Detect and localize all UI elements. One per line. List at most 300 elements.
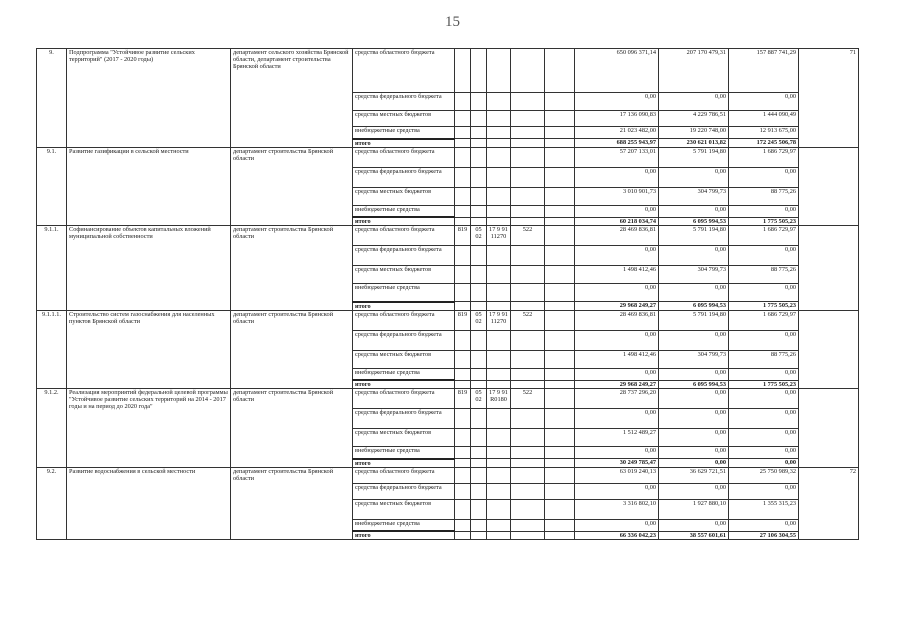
amount-2019: 6 095 994,53 [659,217,729,226]
amount-2019: 0,00 [659,429,729,447]
empty-code-cell [455,429,471,447]
empty-code-cell [455,217,471,226]
amount-2020: 0,00 [729,93,799,111]
gr-code [455,147,471,167]
empty-code-cell [455,531,471,540]
amount-2019: 0,00 [659,389,729,409]
empty-code-cell [487,284,511,302]
empty-code-cell [471,93,487,111]
table-row [37,147,859,167]
amount-2020: 0,00 [729,483,799,499]
empty-code-cell [455,330,471,350]
amount-2020: 0,00 [729,205,799,217]
empty-code-cell [455,519,471,531]
empty-code-cell [455,139,471,148]
amount-2020: 12 913 675,00 [729,127,799,139]
item-name: Развитие водоснабжения в сельской местности [67,467,231,540]
amount-2018: 0,00 [575,447,659,459]
empty-code-cell [471,167,487,187]
empty-code-cell [471,139,487,148]
empty-cell [545,246,575,266]
funding-source: средства федерального бюджета [353,409,455,429]
amount-2018: 1 498 412,46 [575,266,659,284]
target-code [487,467,511,483]
empty-code-cell [471,483,487,499]
empty-cell [545,330,575,350]
empty-code-cell [455,127,471,139]
empty-code-cell [471,429,487,447]
item-number: 9.1.1. [37,226,67,311]
item-executor: департамент строительства Брянской области [231,147,353,226]
gr-code: 819 [455,310,471,330]
empty-code-cell [471,217,487,226]
empty-cell [545,429,575,447]
empty-code-cell [455,266,471,284]
empty-code-cell [487,111,511,127]
empty-code-cell [487,459,511,468]
empty-cell [545,499,575,519]
amount-2019: 0,00 [659,205,729,217]
amount-2020: 172 245 506,78 [729,139,799,148]
amount-2019: 38 557 601,61 [659,531,729,540]
amount-2018: 60 218 034,74 [575,217,659,226]
empty-cell [545,380,575,389]
amount-2018: 66 336 042,23 [575,531,659,540]
gr-code [455,467,471,483]
empty-code-cell [511,519,545,531]
amount-2019: 6 095 994,53 [659,302,729,311]
amount-2020: 0,00 [729,246,799,266]
indicator-ref [799,147,859,226]
table-row [37,389,859,409]
funding-source: итого [353,302,455,311]
amount-2019: 0,00 [659,483,729,499]
empty-code-cell [487,350,511,368]
empty-cell [545,205,575,217]
expense-type-code [511,147,545,167]
amount-2018: 29 968 249,27 [575,302,659,311]
amount-2020: 1 686 729,97 [729,147,799,167]
funding-source: внебюджетные средства [353,447,455,459]
budget-table-body [37,49,859,540]
target-code [487,49,511,93]
empty-cell [545,49,575,93]
empty-code-cell [511,409,545,429]
empty-code-cell [455,246,471,266]
amount-2020: 1 686 729,97 [729,310,799,330]
empty-code-cell [487,330,511,350]
empty-code-cell [511,429,545,447]
empty-code-cell [471,459,487,468]
target-code: 17 9 91 11270 [487,310,511,330]
empty-code-cell [487,217,511,226]
item-executor: департамент строительства Брянской области [231,310,353,389]
empty-cell [545,302,575,311]
empty-code-cell [511,246,545,266]
indicator-ref [799,389,859,468]
amount-2018: 1 498 412,46 [575,350,659,368]
funding-source: средства федерального бюджета [353,483,455,499]
amount-2019: 0,00 [659,167,729,187]
amount-2020: 27 106 304,55 [729,531,799,540]
item-name: Развитие газификации в сельской местности [67,147,231,226]
empty-code-cell [471,531,487,540]
target-code [487,147,511,167]
amount-2020: 0,00 [729,368,799,380]
amount-2020: 88 775,26 [729,266,799,284]
empty-cell [545,266,575,284]
empty-code-cell [511,127,545,139]
empty-cell [545,139,575,148]
gr-code: 819 [455,389,471,409]
empty-cell [545,310,575,330]
empty-code-cell [455,409,471,429]
empty-code-cell [487,93,511,111]
funding-source: средства местных бюджетов [353,499,455,519]
funding-source: средства местных бюджетов [353,429,455,447]
item-executor: департамент сельского хозяйства Брянской области, департамент строительства Брянской области [231,49,353,148]
expense-type-code: 522 [511,310,545,330]
funding-source: средства федерального бюджета [353,330,455,350]
empty-code-cell [487,187,511,205]
empty-code-cell [471,409,487,429]
empty-cell [545,226,575,246]
funding-source: средства местных бюджетов [353,266,455,284]
item-name: Подпрограмма "Устойчивое развитие сельских территорий" (2017 - 2020 годы) [67,49,231,148]
empty-code-cell [471,368,487,380]
amount-2020: 1 444 090,49 [729,111,799,127]
section-code [471,49,487,93]
empty-cell [545,127,575,139]
section-code: 05 02 [471,226,487,246]
empty-cell [545,409,575,429]
amount-2020: 1 775 505,23 [729,380,799,389]
amount-2018: 63 019 240,13 [575,467,659,483]
funding-source: внебюджетные средства [353,205,455,217]
funding-source: средства областного бюджета [353,467,455,483]
item-executor: департамент строительства Брянской области [231,467,353,540]
amount-2020: 0,00 [729,330,799,350]
empty-cell [545,187,575,205]
funding-source: итого [353,531,455,540]
amount-2020: 0,00 [729,409,799,429]
amount-2018: 0,00 [575,205,659,217]
amount-2020: 0,00 [729,284,799,302]
amount-2019: 0,00 [659,519,729,531]
empty-code-cell [471,380,487,389]
amount-2019: 304 799,73 [659,266,729,284]
empty-code-cell [487,531,511,540]
empty-code-cell [511,302,545,311]
funding-source: итого [353,217,455,226]
amount-2018: 0,00 [575,483,659,499]
amount-2018: 650 096 371,14 [575,49,659,93]
amount-2019: 304 799,73 [659,187,729,205]
amount-2018: 0,00 [575,330,659,350]
amount-2018: 0,00 [575,93,659,111]
empty-code-cell [455,459,471,468]
amount-2018: 30 249 785,47 [575,459,659,468]
indicator-ref: 72 [799,467,859,540]
item-number: 9.1.1.1. [37,310,67,389]
amount-2020: 1 686 729,97 [729,226,799,246]
funding-source: средства федерального бюджета [353,246,455,266]
empty-code-cell [471,499,487,519]
empty-code-cell [511,187,545,205]
item-name: Реализация мероприятий федеральной целевой программы "Устойчивое развитие сельских территорий на 2014 - 2017 годы и на период до 2020 года" [67,389,231,468]
empty-cell [545,217,575,226]
expense-type-code: 522 [511,389,545,409]
funding-source: внебюджетные средства [353,368,455,380]
empty-code-cell [487,246,511,266]
funding-source: средства областного бюджета [353,147,455,167]
amount-2020: 0,00 [729,519,799,531]
page-number: 15 [445,14,460,30]
funding-source: средства местных бюджетов [353,111,455,127]
amount-2018: 1 512 489,27 [575,429,659,447]
empty-code-cell [455,302,471,311]
funding-source: средства местных бюджетов [353,187,455,205]
target-code: 17 9 91 11270 [487,226,511,246]
empty-code-cell [511,205,545,217]
amount-2018: 3 316 802,10 [575,499,659,519]
funding-source: итого [353,139,455,148]
amount-2019: 0,00 [659,284,729,302]
empty-code-cell [471,187,487,205]
empty-code-cell [511,111,545,127]
empty-code-cell [487,127,511,139]
empty-code-cell [487,409,511,429]
empty-code-cell [511,483,545,499]
item-number: 9.1. [37,147,67,226]
empty-code-cell [471,330,487,350]
empty-code-cell [471,447,487,459]
empty-code-cell [455,368,471,380]
item-number: 9.2. [37,467,67,540]
empty-cell [545,368,575,380]
funding-source: средства областного бюджета [353,310,455,330]
amount-2019: 0,00 [659,459,729,468]
expense-type-code [511,467,545,483]
target-code: 17 9 91 R0180 [487,389,511,409]
expense-type-code [511,49,545,93]
amount-2018: 57 207 133,01 [575,147,659,167]
amount-2019: 0,00 [659,246,729,266]
empty-cell [545,519,575,531]
empty-code-cell [487,519,511,531]
empty-code-cell [455,350,471,368]
amount-2019: 0,00 [659,447,729,459]
empty-cell [545,459,575,468]
empty-cell [545,111,575,127]
amount-2018: 17 136 090,83 [575,111,659,127]
funding-source: внебюджетные средства [353,519,455,531]
empty-code-cell [455,111,471,127]
amount-2020: 88 775,26 [729,187,799,205]
empty-code-cell [471,246,487,266]
table-row [37,226,859,246]
empty-code-cell [471,205,487,217]
empty-code-cell [511,350,545,368]
amount-2020: 1 355 315,23 [729,499,799,519]
amount-2019: 5 791 194,80 [659,310,729,330]
amount-2018: 0,00 [575,284,659,302]
empty-code-cell [487,429,511,447]
funding-source: внебюджетные средства [353,284,455,302]
amount-2020: 1 775 505,23 [729,302,799,311]
amount-2018: 28 469 836,81 [575,226,659,246]
empty-cell [545,93,575,111]
section-code: 05 02 [471,389,487,409]
amount-2019: 207 170 479,31 [659,49,729,93]
empty-cell [545,167,575,187]
table-row [37,310,859,330]
empty-cell [545,467,575,483]
funding-source: средства областного бюджета [353,226,455,246]
amount-2020: 157 887 741,29 [729,49,799,93]
amount-2018: 0,00 [575,368,659,380]
empty-code-cell [511,380,545,389]
empty-cell [545,350,575,368]
funding-source: средства федерального бюджета [353,93,455,111]
amount-2018: 28 469 836,81 [575,310,659,330]
empty-code-cell [511,368,545,380]
funding-source: средства областного бюджета [353,49,455,93]
expense-type-code: 522 [511,226,545,246]
amount-2018: 28 737 296,20 [575,389,659,409]
amount-2018: 0,00 [575,246,659,266]
amount-2018: 21 023 482,00 [575,127,659,139]
amount-2019: 0,00 [659,330,729,350]
amount-2019: 0,00 [659,93,729,111]
section-code [471,467,487,483]
empty-code-cell [455,167,471,187]
section-code [471,147,487,167]
empty-code-cell [471,350,487,368]
amount-2020: 0,00 [729,167,799,187]
empty-cell [545,284,575,302]
amount-2018: 0,00 [575,519,659,531]
table-row [37,467,859,483]
empty-code-cell [471,284,487,302]
funding-source: средства областного бюджета [353,389,455,409]
empty-code-cell [455,447,471,459]
empty-code-cell [471,266,487,284]
empty-code-cell [455,205,471,217]
empty-code-cell [511,284,545,302]
amount-2018: 29 968 249,27 [575,380,659,389]
gr-code: 819 [455,226,471,246]
indicator-ref [799,226,859,311]
empty-code-cell [455,499,471,519]
empty-cell [545,483,575,499]
empty-code-cell [471,519,487,531]
item-number: 9.1.2. [37,389,67,468]
item-executor: департамент строительства Брянской области [231,226,353,311]
empty-code-cell [487,266,511,284]
amount-2019: 4 229 786,51 [659,111,729,127]
amount-2020: 0,00 [729,459,799,468]
section-code: 05 02 [471,310,487,330]
empty-code-cell [511,499,545,519]
empty-code-cell [471,111,487,127]
amount-2018: 688 255 943,97 [575,139,659,148]
amount-2019: 5 791 194,80 [659,147,729,167]
empty-code-cell [511,93,545,111]
budget-table [36,48,859,540]
amount-2019: 0,00 [659,368,729,380]
amount-2019: 1 927 880,10 [659,499,729,519]
empty-code-cell [511,447,545,459]
empty-code-cell [471,302,487,311]
amount-2019: 230 621 013,82 [659,139,729,148]
amount-2018: 0,00 [575,409,659,429]
empty-code-cell [511,266,545,284]
item-number: 9. [37,49,67,148]
item-executor: департамент строительства Брянской области [231,389,353,468]
empty-code-cell [487,368,511,380]
item-name: Строительство систем газоснабжения для населенных пунктов Брянской области [67,310,231,389]
empty-code-cell [487,302,511,311]
amount-2019: 0,00 [659,409,729,429]
empty-cell [545,147,575,167]
table-row [37,49,859,93]
empty-code-cell [455,380,471,389]
funding-source: средства местных бюджетов [353,350,455,368]
gr-code [455,49,471,93]
amount-2019: 5 791 194,80 [659,226,729,246]
empty-code-cell [471,127,487,139]
empty-code-cell [455,93,471,111]
amount-2018: 3 010 901,73 [575,187,659,205]
empty-cell [545,531,575,540]
empty-code-cell [511,330,545,350]
amount-2018: 0,00 [575,167,659,187]
empty-code-cell [511,217,545,226]
empty-cell [545,447,575,459]
empty-code-cell [487,483,511,499]
amount-2020: 0,00 [729,429,799,447]
funding-source: средства федерального бюджета [353,167,455,187]
empty-code-cell [511,139,545,148]
empty-code-cell [511,531,545,540]
amount-2020: 0,00 [729,447,799,459]
funding-source: итого [353,380,455,389]
empty-code-cell [487,380,511,389]
indicator-ref [799,310,859,389]
amount-2019: 19 220 748,00 [659,127,729,139]
empty-code-cell [511,459,545,468]
amount-2019: 6 095 994,53 [659,380,729,389]
empty-cell [545,389,575,409]
empty-code-cell [487,447,511,459]
empty-code-cell [487,205,511,217]
empty-code-cell [511,167,545,187]
amount-2019: 36 629 721,51 [659,467,729,483]
empty-code-cell [455,483,471,499]
empty-code-cell [487,167,511,187]
empty-code-cell [487,139,511,148]
amount-2020: 25 750 989,32 [729,467,799,483]
empty-code-cell [487,499,511,519]
amount-2020: 88 775,26 [729,350,799,368]
indicator-ref: 71 [799,49,859,148]
funding-source: внебюджетные средства [353,127,455,139]
amount-2019: 304 799,73 [659,350,729,368]
amount-2020: 0,00 [729,389,799,409]
item-name: Софинансирование объектов капитальных вложений муниципальной собственности [67,226,231,311]
funding-source: итого [353,459,455,468]
